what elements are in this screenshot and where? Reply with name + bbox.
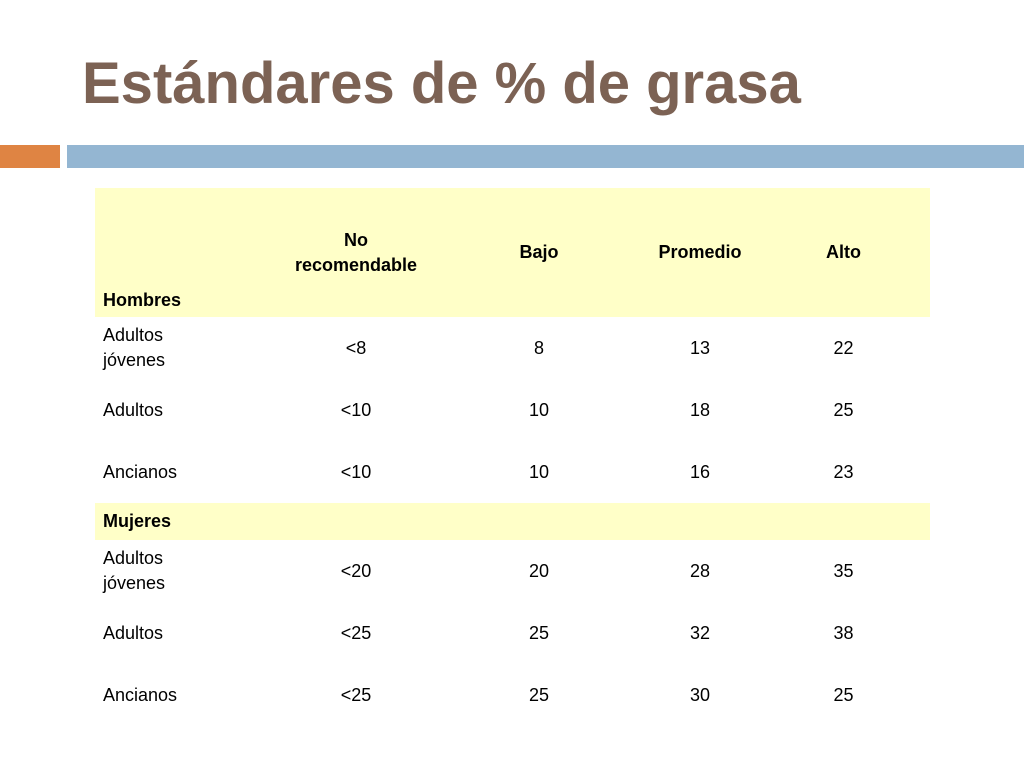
cell-no-recomendable: <10 <box>340 399 372 420</box>
row-label: Adultos jóvenes <box>103 325 166 370</box>
cell-alto: 35 <box>833 560 854 581</box>
row-label: Adultos <box>103 399 164 420</box>
row-label: Ancianos <box>103 461 178 482</box>
table-row <box>95 540 930 602</box>
cell-no-recomendable: <8 <box>345 337 367 358</box>
table-header-row <box>95 188 930 317</box>
cell-alto: 22 <box>833 337 854 358</box>
body-fat-standards-table <box>95 188 930 726</box>
group-label-mujeres: Mujeres <box>95 503 277 540</box>
cell-bajo: 20 <box>528 560 550 581</box>
table-row <box>95 441 930 503</box>
cell-bajo: 10 <box>528 399 550 420</box>
cell-promedio: 13 <box>689 337 711 358</box>
title-rule-bar <box>67 145 1024 168</box>
row-label: Ancianos <box>103 684 178 705</box>
column-header-no-recomendable-text: No recomendable <box>294 229 418 275</box>
table-row <box>95 317 930 379</box>
cell-promedio: 18 <box>689 399 711 420</box>
column-header-promedio: Promedio <box>643 188 757 317</box>
column-header-no-recomendable <box>277 188 435 317</box>
cell-alto: 38 <box>833 622 854 643</box>
cell-bajo: 10 <box>528 461 550 482</box>
cell-no-recomendable: <20 <box>340 560 372 581</box>
cell-no-recomendable: <10 <box>340 461 372 482</box>
column-header-bajo: Bajo <box>435 188 643 317</box>
table-row <box>95 602 930 664</box>
cell-alto: 25 <box>833 684 854 705</box>
cell-promedio: 28 <box>689 560 711 581</box>
cell-bajo: 8 <box>533 337 544 358</box>
cell-alto: 25 <box>833 399 854 420</box>
table-row <box>95 379 930 441</box>
cell-bajo: 25 <box>528 684 550 705</box>
row-label: Adultos jóvenes <box>103 548 166 593</box>
cell-promedio: 32 <box>689 622 711 643</box>
cell-promedio: 16 <box>689 461 711 482</box>
group-label-hombres: Hombres <box>95 188 277 317</box>
cell-no-recomendable: <25 <box>340 622 372 643</box>
row-label: Adultos <box>103 622 164 643</box>
accent-bar <box>0 145 60 168</box>
cell-no-recomendable: <25 <box>340 684 372 705</box>
slide-title: Estándares de % de grasa <box>82 51 801 116</box>
cell-alto: 23 <box>833 461 854 482</box>
column-header-alto: Alto <box>757 188 930 317</box>
cell-bajo: 25 <box>528 622 550 643</box>
group-header-row <box>95 503 930 540</box>
table-row <box>95 664 930 726</box>
cell-promedio: 30 <box>689 684 711 705</box>
